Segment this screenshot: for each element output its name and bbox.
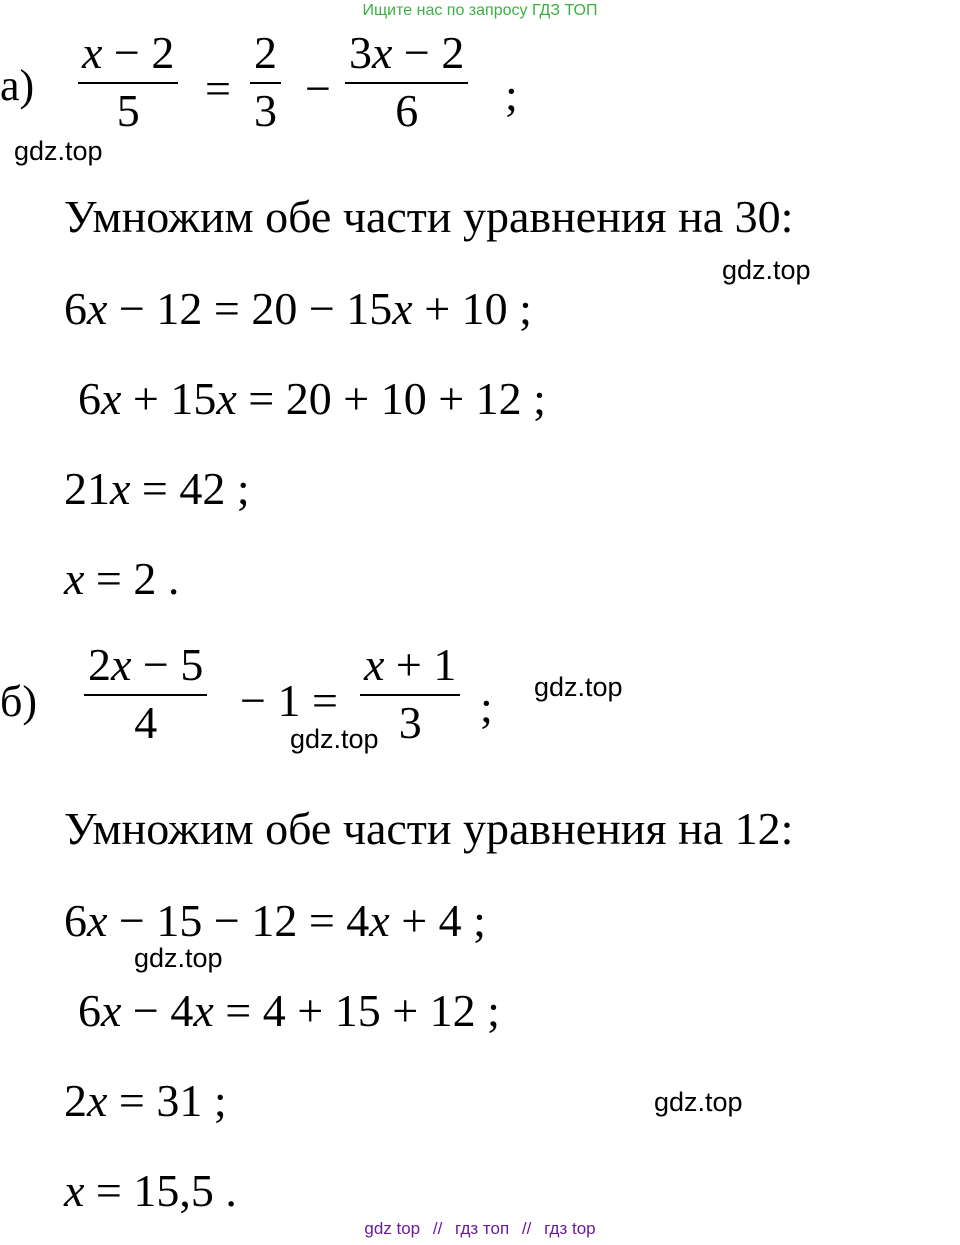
fraction-bar	[360, 694, 460, 696]
fraction-denominator: 3	[254, 85, 277, 136]
part-b-step-1: 6x − 15 − 12 = 4x + 4 ;	[64, 895, 486, 946]
watermark: gdz.top	[722, 255, 811, 285]
part-a-step-2: 6x + 15x = 20 + 10 + 12 ;	[78, 373, 546, 424]
top-banner: Ищите нас по запросу ГДЗ ТОП	[362, 2, 598, 19]
fraction-denominator: 6	[395, 85, 419, 136]
fraction-numerator: 2	[254, 27, 277, 78]
part-b-label: б)	[0, 677, 38, 726]
watermark: gdz.top	[654, 1087, 743, 1117]
watermark: gdz.top	[290, 724, 379, 754]
footer	[0, 1219, 960, 1239]
fraction-numerator: x + 1	[364, 639, 457, 690]
fraction-numerator: 2x − 5	[88, 639, 204, 690]
equals-sign: =	[205, 63, 231, 114]
part-a-fraction-3	[345, 27, 468, 136]
fraction-bar	[250, 82, 281, 84]
fraction-bar	[84, 694, 207, 696]
part-a-fraction-2	[250, 27, 281, 136]
fraction-numerator: x − 2	[82, 27, 175, 78]
watermark: gdz.top	[14, 136, 103, 166]
part-a-step-3: 21x = 42 ;	[64, 463, 250, 514]
fraction-denominator: 4	[134, 697, 158, 748]
fraction-denominator: 3	[398, 697, 422, 748]
footer-separator: //	[432, 1219, 443, 1238]
part-b-step-3: 2x = 31 ;	[64, 1075, 227, 1126]
footer-link[interactable]: гдз топ	[455, 1219, 510, 1238]
part-a-step-1: 6x − 12 = 20 − 15x + 10 ;	[64, 283, 532, 334]
part-b-step-2: 6x − 4x = 4 + 15 + 12 ;	[78, 985, 500, 1036]
fraction-numerator: 3x − 2	[349, 27, 465, 78]
watermark: gdz.top	[134, 943, 223, 973]
part-b-fraction-1	[84, 639, 207, 748]
fraction-bar	[78, 82, 178, 84]
watermark: gdz.top	[534, 672, 623, 702]
footer-link[interactable]: gdz top	[364, 1219, 421, 1238]
footer-separator: //	[521, 1219, 532, 1238]
part-a-label: а)	[0, 61, 35, 110]
footer-link[interactable]: гдз top	[544, 1219, 596, 1238]
fraction-denominator: 5	[116, 85, 140, 136]
fraction-bar	[345, 82, 468, 84]
semicolon: ;	[505, 69, 518, 120]
part-a-step-4: x = 2 .	[64, 553, 180, 604]
minus-one-equals: − 1 =	[240, 675, 338, 726]
part-a-note: Умножим обе части уравнения на 30:	[64, 191, 794, 242]
part-a-fraction-1	[78, 27, 178, 136]
part-b-note: Умножим обе части уравнения на 12:	[64, 803, 794, 854]
minus-sign: −	[305, 63, 331, 114]
semicolon: ;	[480, 681, 493, 732]
part-b-step-4: x = 15,5 .	[64, 1165, 237, 1216]
